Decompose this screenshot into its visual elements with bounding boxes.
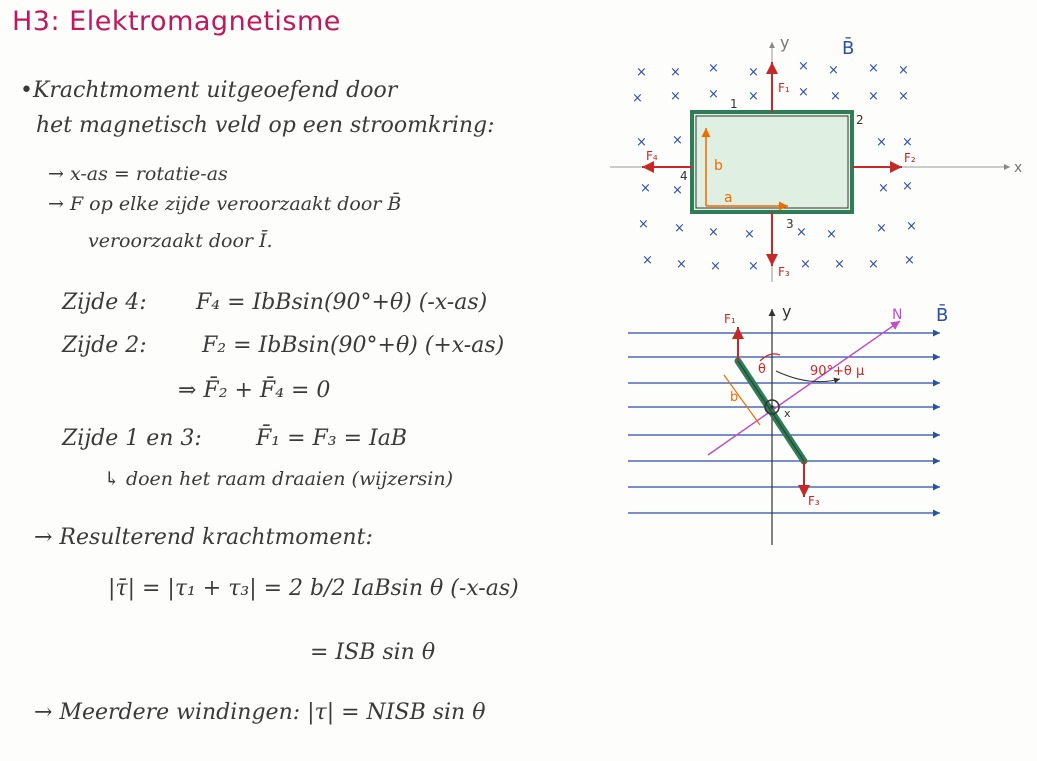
rotation-axis-dot bbox=[770, 405, 774, 409]
dim-b-label: b bbox=[714, 158, 723, 174]
svg-text:×: × bbox=[904, 253, 915, 268]
svg-text:×: × bbox=[744, 227, 755, 242]
side-view-diagram bbox=[620, 295, 1030, 550]
zijde4-equation: F₄ = IbBsin(90°+θ) (-x-as) bbox=[196, 290, 488, 315]
svg-text:×: × bbox=[708, 225, 719, 240]
notes-line-4: → F op elke zijde veroorzaakt door B̄ bbox=[48, 193, 402, 215]
svg-text:×: × bbox=[676, 257, 687, 272]
zijde2-equation: F₂ = IbBsin(90°+θ) (+x-as) bbox=[202, 333, 505, 358]
svg-text:×: × bbox=[868, 89, 879, 104]
svg-text:×: × bbox=[828, 63, 839, 78]
svg-text:×: × bbox=[830, 89, 841, 104]
svg-text:×: × bbox=[796, 225, 807, 240]
svg-text:×: × bbox=[800, 257, 811, 272]
b-field-label: B̄ bbox=[936, 305, 949, 326]
svg-text:×: × bbox=[876, 135, 887, 150]
dim-a-label: a bbox=[724, 190, 733, 206]
zijde13-note: ↳ doen het raam draaien (wijzersin) bbox=[104, 468, 453, 490]
side-4-label: 4 bbox=[680, 169, 688, 183]
side-2-label: 2 bbox=[856, 113, 864, 127]
multi-windings: → Meerdere windingen: |τ| = NISB sin θ bbox=[34, 700, 486, 725]
force-f1-label: F₁ bbox=[724, 312, 736, 326]
svg-text:×: × bbox=[878, 181, 889, 196]
result-heading: → Resulterend krachtmoment: bbox=[34, 525, 373, 550]
svg-text:×: × bbox=[636, 65, 647, 80]
b-field-label: B̄ bbox=[842, 38, 855, 59]
svg-text:×: × bbox=[670, 89, 681, 104]
force-sum: ⇒ F̄₂ + F̄₄ = 0 bbox=[178, 378, 331, 403]
svg-text:×: × bbox=[868, 61, 879, 76]
svg-text:×: × bbox=[670, 65, 681, 80]
svg-text:×: × bbox=[902, 135, 913, 150]
svg-text:×: × bbox=[636, 135, 647, 150]
svg-text:×: × bbox=[898, 63, 909, 78]
x-axis-label: x bbox=[1014, 160, 1023, 176]
svg-text:×: × bbox=[710, 259, 721, 274]
svg-text:×: × bbox=[868, 257, 879, 272]
zijde2-label: Zijde 2: bbox=[62, 333, 147, 358]
svg-text:×: × bbox=[748, 65, 759, 80]
y-axis-label: y bbox=[780, 33, 790, 52]
force-f4-label: F₄ bbox=[646, 149, 658, 163]
side-3-label: 3 bbox=[786, 217, 794, 231]
dim-b-label: b bbox=[730, 390, 739, 405]
notes-line-5: veroorzaakt door Ī. bbox=[88, 230, 273, 252]
notes-line-1: •Krachtmoment uitgeoefend door bbox=[20, 78, 398, 103]
svg-text:×: × bbox=[834, 257, 845, 272]
theta-label: θ bbox=[758, 362, 766, 377]
svg-text:×: × bbox=[672, 133, 683, 148]
torque-equation-1: |τ̄| = |τ₁ + τ₃| = 2 b/2 IaBsin θ (-x-as) bbox=[108, 576, 519, 601]
svg-text:×: × bbox=[876, 221, 887, 236]
y-axis-label: y bbox=[782, 302, 792, 321]
notes-line-2: het magnetisch veld op een stroomkring: bbox=[36, 113, 495, 138]
svg-text:×: × bbox=[798, 85, 809, 100]
svg-text:×: × bbox=[674, 221, 685, 236]
notes-line-3: → x-as = rotatie-as bbox=[48, 163, 228, 185]
zijde13-label: Zijde 1 en 3: bbox=[62, 426, 202, 451]
x-axis-label: x bbox=[784, 407, 791, 420]
svg-text:×: × bbox=[898, 89, 909, 104]
side-1-label: 1 bbox=[730, 97, 738, 111]
loop-field-diagram bbox=[600, 20, 1030, 290]
mu-angle-label: 90°+θ μ bbox=[810, 364, 865, 379]
force-f2-label: F₂ bbox=[904, 151, 916, 165]
zijde4-label: Zijde 4: bbox=[62, 290, 147, 315]
svg-text:×: × bbox=[902, 179, 913, 194]
force-f3-label: F₃ bbox=[778, 265, 790, 279]
svg-text:×: × bbox=[826, 227, 837, 242]
svg-text:×: × bbox=[632, 91, 643, 106]
svg-text:×: × bbox=[748, 89, 759, 104]
svg-text:×: × bbox=[672, 183, 683, 198]
zijde13-equation: F̄₁ = F₃ = IaB bbox=[256, 426, 407, 451]
svg-text:×: × bbox=[748, 259, 759, 274]
normal-label: N bbox=[892, 307, 903, 323]
svg-text:×: × bbox=[638, 217, 649, 232]
svg-text:×: × bbox=[708, 61, 719, 76]
force-f3-label: F₃ bbox=[808, 494, 820, 508]
page-title: H3: Elektromagnetisme bbox=[12, 6, 341, 37]
force-f1-label: F₁ bbox=[778, 81, 790, 95]
svg-text:×: × bbox=[642, 253, 653, 268]
field-lines bbox=[628, 333, 940, 513]
svg-text:×: × bbox=[640, 181, 651, 196]
svg-text:×: × bbox=[798, 59, 809, 74]
svg-text:×: × bbox=[708, 87, 719, 102]
svg-text:×: × bbox=[906, 219, 917, 234]
torque-equation-2: = ISB sin θ bbox=[310, 640, 436, 665]
tilted-loop-edge bbox=[738, 361, 804, 461]
